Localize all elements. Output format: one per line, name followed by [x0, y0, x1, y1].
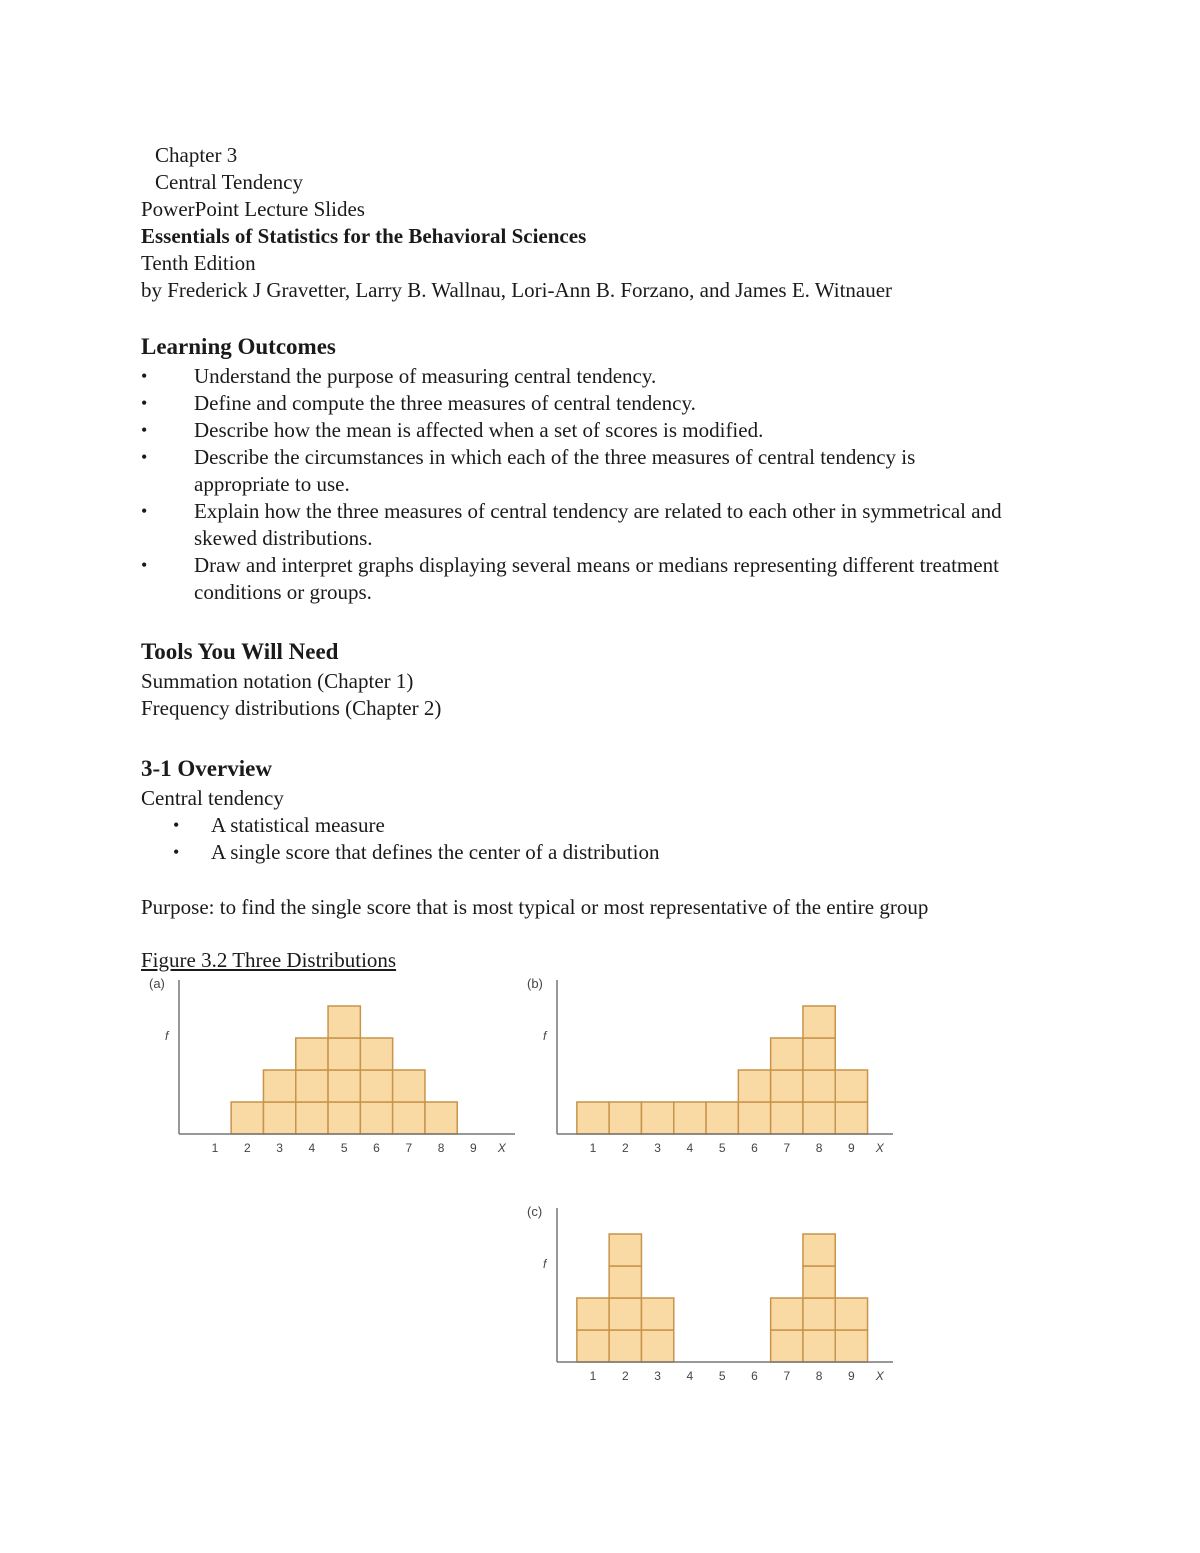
histogram-block-3 — [641, 1298, 673, 1330]
histogram-block-8 — [803, 1266, 835, 1298]
x-tick-label: 7 — [405, 1141, 413, 1155]
x-tick-label: 2 — [621, 1369, 629, 1383]
list-item: • Describe how the mean is affected when a set of scores is modified. — [141, 418, 764, 442]
list-item: • Describe the circumstances in which each of the three measures of central tendency is appropriate to use. — [141, 445, 916, 496]
histogram-block-2 — [609, 1234, 641, 1266]
histogram-block-9 — [835, 1298, 867, 1330]
figure-caption: Figure 3.2 Three Distributions — [141, 948, 397, 972]
y-axis-label: f — [543, 1029, 547, 1043]
histogram-block-7 — [771, 1330, 803, 1362]
tools-item-summation: Summation notation (Chapter 1) — [141, 669, 414, 693]
overview-term: Central tendency — [141, 786, 284, 810]
histogram-block-3 — [641, 1330, 673, 1362]
x-axis-label: X — [875, 1369, 884, 1383]
tools-heading: Tools You Will Need — [141, 639, 339, 664]
slides-label: PowerPoint Lecture Slides — [141, 197, 365, 221]
x-tick-label: 5 — [718, 1141, 726, 1155]
bullet-icon: • — [141, 447, 148, 467]
x-tick-label: 1 — [589, 1369, 597, 1383]
histogram-block-2 — [609, 1330, 641, 1362]
x-tick-label: 6 — [373, 1141, 380, 1155]
x-axis-label: X — [497, 1141, 506, 1155]
x-tick-label: 9 — [470, 1141, 477, 1155]
histogram-block-2 — [609, 1298, 641, 1330]
x-tick-label: 2 — [243, 1141, 251, 1155]
histogram-block-2 — [609, 1266, 641, 1298]
histogram-block-1 — [577, 1298, 609, 1330]
x-tick-label: 4 — [686, 1141, 694, 1155]
bullet-icon: • — [141, 501, 148, 521]
bullet-icon: • — [141, 366, 148, 386]
bullet-icon: • — [173, 842, 180, 862]
authors: by Frederick J Gravetter, Larry B. Wallnau, Lori-Ann B. Forzano, and James E. Witnauer — [141, 278, 893, 302]
x-tick-label: 3 — [654, 1369, 661, 1383]
y-axis-label: f — [165, 1029, 169, 1043]
x-tick-label: 3 — [654, 1141, 661, 1155]
bullet-icon: • — [141, 393, 148, 413]
histogram-block-8 — [803, 1298, 835, 1330]
overview-purpose: Purpose: to find the single score that is most typical or most representative of the entire group — [141, 895, 929, 919]
x-tick-label: 1 — [211, 1141, 219, 1155]
list-item: • Understand the purpose of measuring central tendency. — [141, 364, 657, 388]
list-item: • Draw and interpret graphs displaying several means or medians representing different treatment conditions or groups. — [141, 553, 999, 604]
list-item: • Explain how the three measures of central tendency are related to each other in symmetrical and skewed distributions. — [141, 499, 1002, 550]
edition: Tenth Edition — [141, 251, 256, 275]
chapter-topic: Central Tendency — [155, 170, 304, 194]
x-tick-label: 4 — [686, 1369, 694, 1383]
x-tick-label: 1 — [589, 1141, 597, 1155]
histogram-block-8 — [803, 1234, 835, 1266]
x-tick-label: 2 — [621, 1141, 629, 1155]
x-tick-label: 9 — [848, 1141, 855, 1155]
x-tick-label: 5 — [340, 1141, 348, 1155]
learning-outcomes-heading: Learning Outcomes — [141, 334, 336, 359]
x-tick-label: 4 — [308, 1141, 316, 1155]
list-item: • A single score that defines the center of a distribution — [173, 840, 660, 864]
bullet-icon: • — [173, 815, 180, 835]
histogram-block-1 — [577, 1330, 609, 1362]
panel-label: (c) — [527, 1204, 543, 1219]
x-tick-label: 7 — [783, 1141, 791, 1155]
x-tick-label: 8 — [815, 1141, 823, 1155]
chapter-label: Chapter 3 — [155, 143, 238, 167]
x-tick-label: 6 — [751, 1141, 758, 1155]
x-tick-label: 3 — [276, 1141, 283, 1155]
list-item: • A statistical measure — [173, 813, 385, 837]
x-tick-label: 8 — [437, 1141, 445, 1155]
histogram-block-7 — [771, 1298, 803, 1330]
x-axis-label: X — [875, 1141, 884, 1155]
panel-label: (b) — [527, 976, 543, 991]
list-item: • Define and compute the three measures of central tendency. — [141, 391, 696, 415]
overview-heading: 3-1 Overview — [141, 756, 272, 781]
bullet-icon: • — [141, 555, 148, 575]
histogram-block-9 — [835, 1330, 867, 1362]
x-tick-label: 9 — [848, 1369, 855, 1383]
panel-label: (a) — [149, 976, 165, 991]
tools-item-frequency: Frequency distributions (Chapter 2) — [141, 696, 442, 720]
y-axis-label: f — [543, 1257, 547, 1271]
histogram-block-8 — [803, 1330, 835, 1362]
x-tick-label: 6 — [751, 1369, 758, 1383]
book-title: Essentials of Statistics for the Behavioral Sciences — [141, 224, 587, 248]
x-tick-label: 5 — [718, 1369, 726, 1383]
x-tick-label: 8 — [815, 1369, 823, 1383]
x-tick-label: 7 — [783, 1369, 791, 1383]
bullet-icon: • — [141, 420, 148, 440]
